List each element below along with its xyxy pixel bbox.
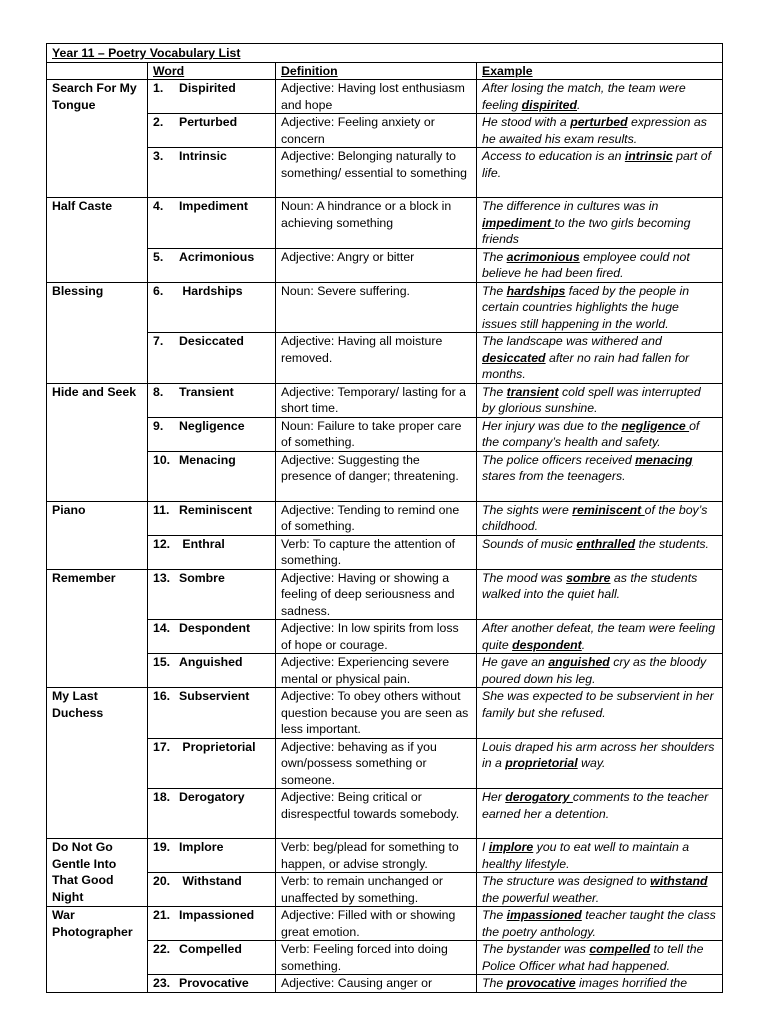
vocab-word <box>148 907 276 941</box>
example-keyword: compelled <box>589 942 651 956</box>
vocab-word <box>148 198 276 249</box>
vocab-row <box>47 654 723 688</box>
example-text-after: as the students walked into the quiet hall. <box>482 570 698 601</box>
word-number: 7. <box>153 334 164 348</box>
example-text-before: After another defeat, the team were feeling quite <box>482 621 716 652</box>
vocab-definition: Adjective: Having all moisture removed. <box>276 333 477 384</box>
example-text-before: The <box>482 384 507 399</box>
word-text: Despondent <box>179 621 251 635</box>
vocab-example <box>477 620 723 654</box>
example-text-after: employee could not believe he had been fired. <box>482 249 690 280</box>
word-text: Transient <box>179 384 234 399</box>
vocab-row <box>47 941 723 975</box>
word-text: Intrinsic <box>179 149 227 163</box>
vocab-example <box>477 282 723 333</box>
vocab-row <box>47 417 723 451</box>
example-keyword: perturbed <box>570 115 628 129</box>
vocab-row <box>47 789 723 839</box>
word-number: 22. <box>153 942 171 956</box>
vocab-example <box>477 873 723 907</box>
example-text-after: of the company’s health and safety. <box>482 418 700 449</box>
vocab-row <box>47 501 723 535</box>
example-text-before: Her injury was due to the <box>482 418 622 433</box>
example-text-after: teacher taught the class the poetry anthology. <box>482 908 716 939</box>
example-text-after: way. <box>577 756 606 770</box>
word-text: Acrimonious <box>179 249 255 264</box>
vocab-definition: Adjective: Experiencing severe mental or physical pain. <box>276 654 477 688</box>
vocab-example <box>477 789 723 839</box>
vocab-definition: Adjective: Temporary/ lasting for a short time. <box>276 383 477 417</box>
example-keyword: intrinsic <box>624 149 673 163</box>
example-text-before: The <box>482 249 507 264</box>
definition-header: Definition <box>276 62 477 80</box>
example-text-after: comments to the teacher earned her a detention. <box>482 790 709 821</box>
example-text-after: the powerful weather. <box>482 890 600 905</box>
page-title: Year 11 – Poetry Vocabulary List <box>47 44 723 63</box>
vocab-definition: Verb: beg/plead for something to happen, or advise strongly. <box>276 839 477 873</box>
vocab-example <box>477 975 723 993</box>
example-text-after: cry as the bloody poured down his leg. <box>482 655 707 686</box>
example-text-before: He stood with a <box>482 115 571 129</box>
word-number: 21. <box>153 908 171 922</box>
word-text: Hardships <box>179 283 243 298</box>
example-text-before: The police officers received <box>482 452 636 467</box>
example-text-after: to the two girls becoming friends <box>482 215 691 246</box>
vocab-word <box>148 620 276 654</box>
word-text: Compelled <box>179 942 242 956</box>
vocab-example <box>477 80 723 114</box>
vocab-example <box>477 654 723 688</box>
poem-title: Search For My Tongue <box>47 80 148 198</box>
example-text-after: the students. <box>635 536 709 551</box>
example-header: Example <box>477 62 723 80</box>
title-row <box>47 44 723 63</box>
word-number: 18. <box>153 790 171 804</box>
vocab-row <box>47 620 723 654</box>
vocab-definition: Noun: Failure to take proper care of something. <box>276 417 477 451</box>
example-text-before: I <box>482 840 489 854</box>
word-number: 4. <box>153 199 164 213</box>
vocab-example <box>477 688 723 739</box>
word-number: 1. <box>153 81 164 95</box>
word-text: Dispirited <box>179 81 236 95</box>
example-text-before: The bystander was <box>482 942 590 956</box>
vocab-word <box>148 738 276 789</box>
example-keyword: desiccated <box>482 350 546 365</box>
vocabulary-sheet <box>46 43 722 993</box>
example-keyword: impassioned <box>506 908 582 922</box>
vocab-example <box>477 451 723 501</box>
vocab-definition: Adjective: In low spirits from loss of hope or courage. <box>276 620 477 654</box>
vocab-definition: Adjective: Tending to remind one of something. <box>276 501 477 535</box>
word-number: 15. <box>153 655 171 669</box>
word-number: 17. <box>153 739 171 754</box>
example-text-before: Her <box>482 790 506 804</box>
example-keyword: anguished <box>548 655 610 669</box>
word-number: 11. <box>153 502 170 517</box>
example-text-before: The <box>482 283 507 298</box>
word-text: Reminiscent <box>179 502 253 517</box>
word-text: Enthral <box>179 536 225 551</box>
vocab-definition: Noun: Severe suffering. <box>276 282 477 333</box>
vocab-row <box>47 451 723 501</box>
word-text: Withstand <box>179 874 242 888</box>
word-number: 12. <box>153 536 171 551</box>
vocab-word <box>148 975 276 993</box>
example-keyword: negligence <box>621 418 690 433</box>
example-text-before: The sights were <box>482 502 573 517</box>
word-text: Desiccated <box>179 334 244 348</box>
vocab-word <box>148 80 276 114</box>
vocab-word <box>148 501 276 535</box>
example-text-before: After losing the match, the team were feeling <box>482 81 686 112</box>
vocab-definition: Adjective: behaving as if you own/possess something or someone. <box>276 738 477 789</box>
vocab-row <box>47 80 723 114</box>
vocab-example <box>477 501 723 535</box>
vocab-word <box>148 654 276 688</box>
vocab-row <box>47 839 723 873</box>
vocab-definition: Verb: To capture the attention of something. <box>276 535 477 569</box>
header-row <box>47 62 723 80</box>
example-text-after: cold spell was interrupted by glorious sunshine. <box>482 384 701 415</box>
vocab-word <box>148 333 276 384</box>
vocab-definition: Adjective: Angry or bitter <box>276 248 477 282</box>
vocab-row <box>47 114 723 148</box>
word-number: 9. <box>153 418 164 433</box>
vocab-word <box>148 248 276 282</box>
vocab-definition: Verb: to remain unchanged or unaffected by something. <box>276 873 477 907</box>
word-number: 14. <box>153 621 171 635</box>
example-text-before: The structure was designed to <box>482 874 651 888</box>
vocab-definition: Verb: Feeling forced into doing something. <box>276 941 477 975</box>
vocab-example <box>477 148 723 198</box>
example-text-before: He gave an <box>482 655 549 669</box>
example-keyword: hardships <box>506 283 566 298</box>
vocab-definition: Adjective: To obey others without question because you are seen as less important. <box>276 688 477 739</box>
poem-title: Hide and Seek <box>47 383 148 501</box>
example-keyword: proprietorial <box>505 756 578 770</box>
poem-title: Piano <box>47 501 148 569</box>
word-number: 3. <box>153 149 164 163</box>
vocab-word <box>148 569 276 620</box>
vocab-example <box>477 198 723 249</box>
vocab-word <box>148 941 276 975</box>
vocab-word <box>148 839 276 873</box>
vocab-definition: Adjective: Feeling anxiety or concern <box>276 114 477 148</box>
word-text: Proprietorial <box>179 739 256 754</box>
example-keyword: sombre <box>566 570 611 585</box>
example-text-after: stares from the teenagers. <box>482 469 626 483</box>
word-text: Impassioned <box>179 908 255 922</box>
example-keyword: withstand <box>650 874 708 888</box>
vocab-example <box>477 569 723 620</box>
word-text: Subservient <box>179 689 250 703</box>
vocab-example <box>477 333 723 384</box>
vocabulary-table <box>46 43 723 993</box>
example-keyword: derogatory <box>505 790 573 804</box>
word-header: Word <box>148 62 276 80</box>
vocab-word <box>148 148 276 198</box>
example-keyword: impediment <box>482 215 555 230</box>
vocab-example <box>477 839 723 873</box>
vocab-row <box>47 975 723 993</box>
vocab-word <box>148 873 276 907</box>
example-keyword: menacing <box>635 452 693 467</box>
vocab-definition: Adjective: Filled with or showing great emotion. <box>276 907 477 941</box>
vocab-word <box>148 451 276 501</box>
example-text-before: The <box>482 976 507 990</box>
vocab-example <box>477 114 723 148</box>
vocab-row <box>47 333 723 384</box>
word-number: 13. <box>153 570 171 585</box>
poem-title: My Last Duchess <box>47 688 148 839</box>
example-text-before: The mood was <box>482 570 567 585</box>
vocab-example <box>477 383 723 417</box>
vocab-word <box>148 282 276 333</box>
vocab-example <box>477 907 723 941</box>
example-keyword: reminiscent <box>572 502 645 517</box>
word-text: Sombre <box>179 570 225 585</box>
vocab-word <box>148 688 276 739</box>
vocab-example <box>477 941 723 975</box>
vocab-word <box>148 114 276 148</box>
word-text: Negligence <box>179 418 245 433</box>
example-keyword: implore <box>488 840 534 854</box>
word-text: Anguished <box>179 655 243 669</box>
vocab-definition: Adjective: Being critical or disrespectful towards somebody. <box>276 789 477 839</box>
word-number: 5. <box>153 249 164 264</box>
example-keyword: despondent <box>512 637 582 652</box>
example-text-after: you to eat well to maintain a healthy lifestyle. <box>482 840 690 871</box>
word-text: Implore <box>179 840 224 854</box>
vocab-example <box>477 417 723 451</box>
example-text-after: expression as he awaited his exam results. <box>482 115 707 146</box>
poem-header-cell <box>47 62 148 80</box>
vocab-example <box>477 535 723 569</box>
word-number: 10. <box>153 452 171 467</box>
vocab-example <box>477 738 723 789</box>
vocab-definition: Noun: A hindrance or a block in achieving something <box>276 198 477 249</box>
word-text: Perturbed <box>179 115 238 129</box>
example-text-before: Sounds of music <box>482 536 577 551</box>
vocab-definition: Adjective: Belonging naturally to something/ essential to something <box>276 148 477 198</box>
word-number: 23. <box>153 976 171 990</box>
word-number: 19. <box>153 840 171 854</box>
vocab-word <box>148 535 276 569</box>
word-text: Impediment <box>179 199 249 213</box>
poem-title: Do Not Go Gentle Into That Good Night <box>47 839 148 907</box>
vocab-row <box>47 282 723 333</box>
example-text-after: after no rain had fallen for months. <box>482 350 690 381</box>
vocab-definition: Adjective: Causing anger or <box>276 975 477 993</box>
example-text-after: images horrified the <box>575 976 688 990</box>
vocab-row <box>47 907 723 941</box>
example-text-after: of the boy’s childhood. <box>482 502 708 533</box>
word-text: Menacing <box>179 452 236 467</box>
vocab-row <box>47 535 723 569</box>
poem-title: Blessing <box>47 282 148 383</box>
example-text-after: faced by the people in certain countries highlights the huge issues still happening in the world. <box>482 283 690 331</box>
vocab-row <box>47 383 723 417</box>
example-text-before: The <box>482 908 507 922</box>
example-keyword: transient <box>506 384 559 399</box>
vocab-definition: Adjective: Having or showing a feeling of deep seriousness and sadness. <box>276 569 477 620</box>
example-keyword: acrimonious <box>506 249 580 264</box>
word-number: 8. <box>153 384 164 399</box>
poem-title: Half Caste <box>47 198 148 283</box>
vocab-row <box>47 738 723 789</box>
word-number: 16. <box>153 689 171 703</box>
vocab-word <box>148 383 276 417</box>
example-text-before: Louis draped his arm across her shoulders in a <box>482 739 715 770</box>
vocab-definition: Adjective: Suggesting the presence of danger; threatening. <box>276 451 477 501</box>
example-text-before: Access to education is an <box>482 149 625 163</box>
vocab-word <box>148 789 276 839</box>
example-text-before: She was expected to be subservient in her family but she refused. <box>482 689 714 720</box>
vocab-example <box>477 248 723 282</box>
example-text-before: The landscape was withered and <box>482 334 662 348</box>
word-number: 2. <box>153 115 164 129</box>
word-text: Derogatory <box>179 790 245 804</box>
word-number: 20. <box>153 874 171 888</box>
vocab-row <box>47 873 723 907</box>
vocab-row <box>47 248 723 282</box>
poem-title: War Photographer <box>47 907 148 993</box>
example-keyword: enthralled <box>576 536 636 551</box>
example-text-after: . <box>581 637 586 652</box>
word-number: 6. <box>153 283 164 298</box>
vocab-word <box>148 417 276 451</box>
word-text: Provocative <box>179 976 249 990</box>
example-text-before: The difference in cultures was in <box>482 199 659 213</box>
vocab-row <box>47 569 723 620</box>
example-text-after: part of life. <box>482 149 711 180</box>
vocab-row <box>47 148 723 198</box>
example-text-after: to tell the Police Officer what had happened. <box>482 942 704 973</box>
vocab-row <box>47 688 723 739</box>
poem-title: Remember <box>47 569 148 688</box>
example-keyword: provocative <box>506 976 576 990</box>
example-text-after: . <box>577 97 581 112</box>
vocab-row <box>47 198 723 249</box>
example-keyword: dispirited <box>521 97 577 112</box>
vocab-definition: Adjective: Having lost enthusiasm and hope <box>276 80 477 114</box>
